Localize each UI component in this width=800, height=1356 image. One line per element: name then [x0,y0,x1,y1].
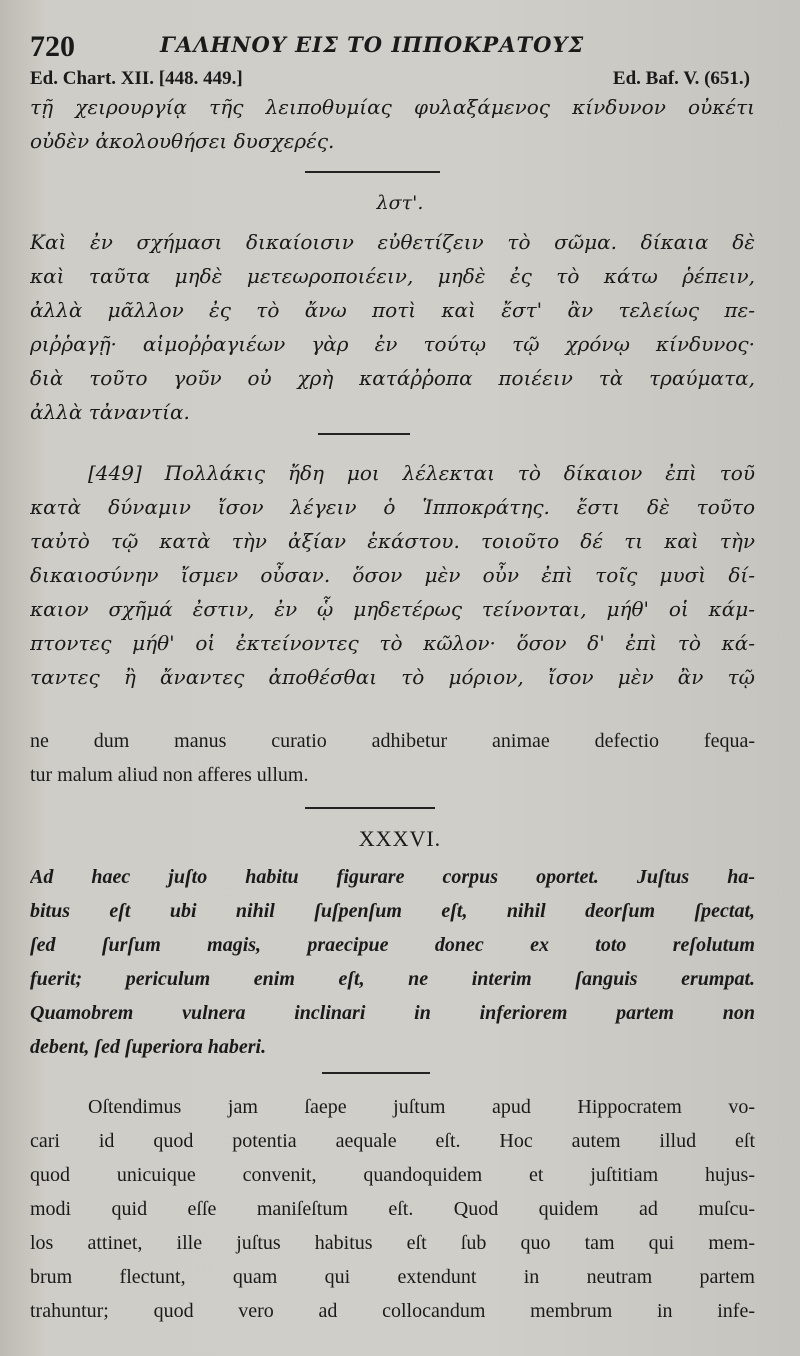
text-line: tur malum aliud non afferes ullum. [30,764,309,786]
text-line: Oſtendimus jam ſaepe juſtum apud Hippocratem vo- [88,1096,755,1118]
section-divider [322,1072,430,1074]
section-divider [305,807,435,809]
text-line: κατὰ δύναμιν ἴσον λέγειν ὁ Ἱπποκράτης. ἔστι δὲ τοῦτο [30,495,755,519]
text-line: debent, ſed ſuperiora haberi. [30,1036,267,1058]
running-title: ΓΑΛΗΝΟΥ ΕΙΣ ΤΟ ΙΠΠΟΚΡΑΤΟΥΣ [160,32,585,57]
text-line: δικαιοσύνην ἴσμεν οὖσαν. ὅσον μὲν οὖν ἐπὶ τοῖς μυσὶ δί- [30,563,755,587]
text-line: οὐδὲν ἀκολουθήσει δυσχερές. [30,129,335,153]
text-line: ſed ſurſum magis, praecipue donec ex toto reſolutum [30,934,755,956]
text-line: πτοντες μήθ' οἱ ἐκτείνοντες τὸ κῶλον· ὅσον δ' ἐπὶ τὸ κά- [30,631,755,655]
greek-commentary-block [30,456,755,694]
text-line: ἀλλὰ τἀναντία. [30,400,190,424]
text-line: cari id quod potentia aequale eſt. Hoc autem illud eſt [30,1130,755,1152]
latin-aphorism-block [30,860,755,1064]
text-line: ριῤῥαγῇ· αἱμοῤῥαγιέων γὰρ ἐν τούτῳ τῷ χρόνῳ κίνδυνος· [30,332,755,356]
text-line: los attinet, ille juſtus habitus eſt ſub quo tam qui mem- [30,1232,755,1254]
text-line: καιον σχῆμά ἐστιν, ἐν ᾧ μηδετέρως τείνονται, μήθ' οἱ κάμ- [30,597,755,621]
text-line: ἀλλὰ μᾶλλον ἐς τὸ ἄνω ποτὶ καὶ ἔστ' ἂν τελείως πε- [30,298,755,322]
text-line: ταὐτὸ τῷ κατὰ τὴν ἀξίαν ἑκάστου. τοιοῦτο δέ τι καὶ τὴν [30,529,755,553]
text-line: trahuntur; quod vero ad collocandum membrum in infe- [30,1300,755,1322]
text-line: modi quid eſſe maniſeſtum eſt. Quod quidem ad muſcu- [30,1198,755,1220]
text-line: τῇ χειρουργίᾳ τῆς λειποθυμίας φυλαξάμενος κίνδυνον οὐκέτι [30,95,755,119]
text-line: διὰ τοῦτο γοῦν οὐ χρὴ κατάῤῥοπα ποιέειν τὰ τραύματα, [30,366,755,390]
latin-section-heading: XXXVI. [358,826,442,851]
latin-commentary-block [30,1090,755,1328]
text-line: καὶ ταῦτα μηδὲ μετεωροποιέειν, μηδὲ ἐς τὸ κάτω ῥέπειν, [30,264,755,288]
latin-intro-block [30,724,755,792]
text-line: Ad haec juſto habitu figurare corpus oportet. Juſtus ha- [30,866,755,888]
text-line: [449] Πολλάκις ἤδη μοι λέλεκται τὸ δίκαιον ἐπὶ τοῦ [88,461,755,485]
page-number: 720 [30,30,75,63]
text-line: ταντες ἢ ἄναντες ἀποθέσθαι τὸ μόριον, ἴσον μὲν ἂν τῷ [30,665,755,689]
running-header [30,30,775,66]
text-line: bitus eſt ubi nihil ſuſpenſum eſt, nihil deorſum ſpectat, [30,900,755,922]
greek-intro-block [30,90,755,158]
text-line: Quamobrem vulnera inclinari in inferiorem partem non [30,1002,755,1024]
text-line: fuerit; periculum enim eſt, ne interim ſanguis erumpat. [30,968,755,990]
text-line: quod unicuique convenit, quandoquidem et juſtitiam hujus- [30,1164,755,1186]
text-line: Καὶ ἐν σχήμασι δικαίοισιν εὐθετίζειν τὸ σῶμα. δίκαια δὲ [30,230,755,254]
edition-right: Ed. Baf. V. (651.) [612,68,750,89]
text-line: brum flectunt, quam qui extendunt in neutram partem [30,1266,755,1288]
edition-left: Ed. Chart. XII. [448. 449.] [30,68,243,89]
section-divider [305,171,440,173]
text-line: ne dum manus curatio adhibetur animae defectio fequa- [30,730,755,752]
greek-aphorism-block [30,225,755,429]
section-divider [318,433,410,435]
greek-section-heading: λστ'. [376,192,424,214]
